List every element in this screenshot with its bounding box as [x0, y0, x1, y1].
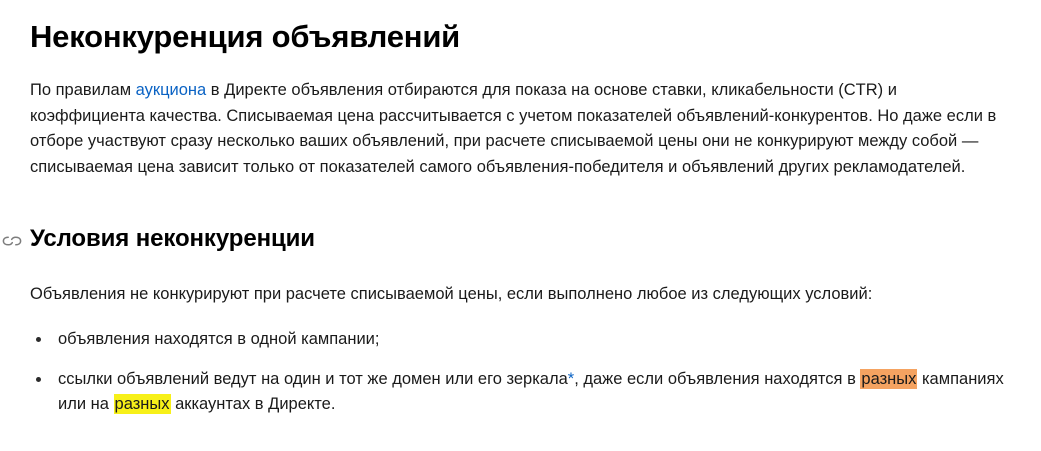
link-anchor-icon[interactable] [2, 232, 22, 250]
list-item [30, 367, 1011, 418]
list-item-text: объявления находятся в одной кампании; [58, 330, 380, 348]
bullet-icon [36, 377, 41, 382]
list-item-text-part: аккаунтах в Директе. [170, 395, 336, 413]
intro-text-after-link: в Директе объявления отбираются для показа на основе ставки, кликабельности (CTR) и коэффициента качества. Списываемая цена рассчитывается с учетом показателей объявлений-конкурентов. Но даже если в отборе участвуют сразу несколько ваших объявлений, при расчете списываемой цены они не конкурируют между собой — списываемая цена зависит только от показателей самого объявления-победителя и объявлений других рекламодателей. [30, 81, 997, 176]
section-lead: Объявления не конкурируют при расчете списываемой цены, если выполнено любое из следующих условий: [30, 285, 873, 303]
highlight-orange: разных [861, 369, 917, 388]
footnote-asterisk[interactable]: * [567, 369, 575, 388]
list-item-text-part: ссылки объявлений ведут на один и тот же домен или его зеркала [58, 369, 568, 388]
section-heading-row [30, 224, 1011, 254]
bullet-icon [36, 337, 41, 342]
page-title: Неконкуренция объявлений [30, 19, 461, 54]
highlight-yellow: разных [114, 395, 170, 413]
list-item [30, 327, 1011, 353]
auction-rules-link[interactable]: аукциона [135, 81, 207, 99]
intro-paragraph [30, 78, 1011, 180]
list-item-text-part: , даже если объявления находятся в [574, 369, 861, 388]
section-title: Условия неконкуренции [30, 225, 315, 252]
intro-text-before-link: По правилам [30, 81, 136, 99]
list-item-text-part: кампаниях или на [58, 369, 1004, 413]
conditions-list [30, 327, 1011, 418]
